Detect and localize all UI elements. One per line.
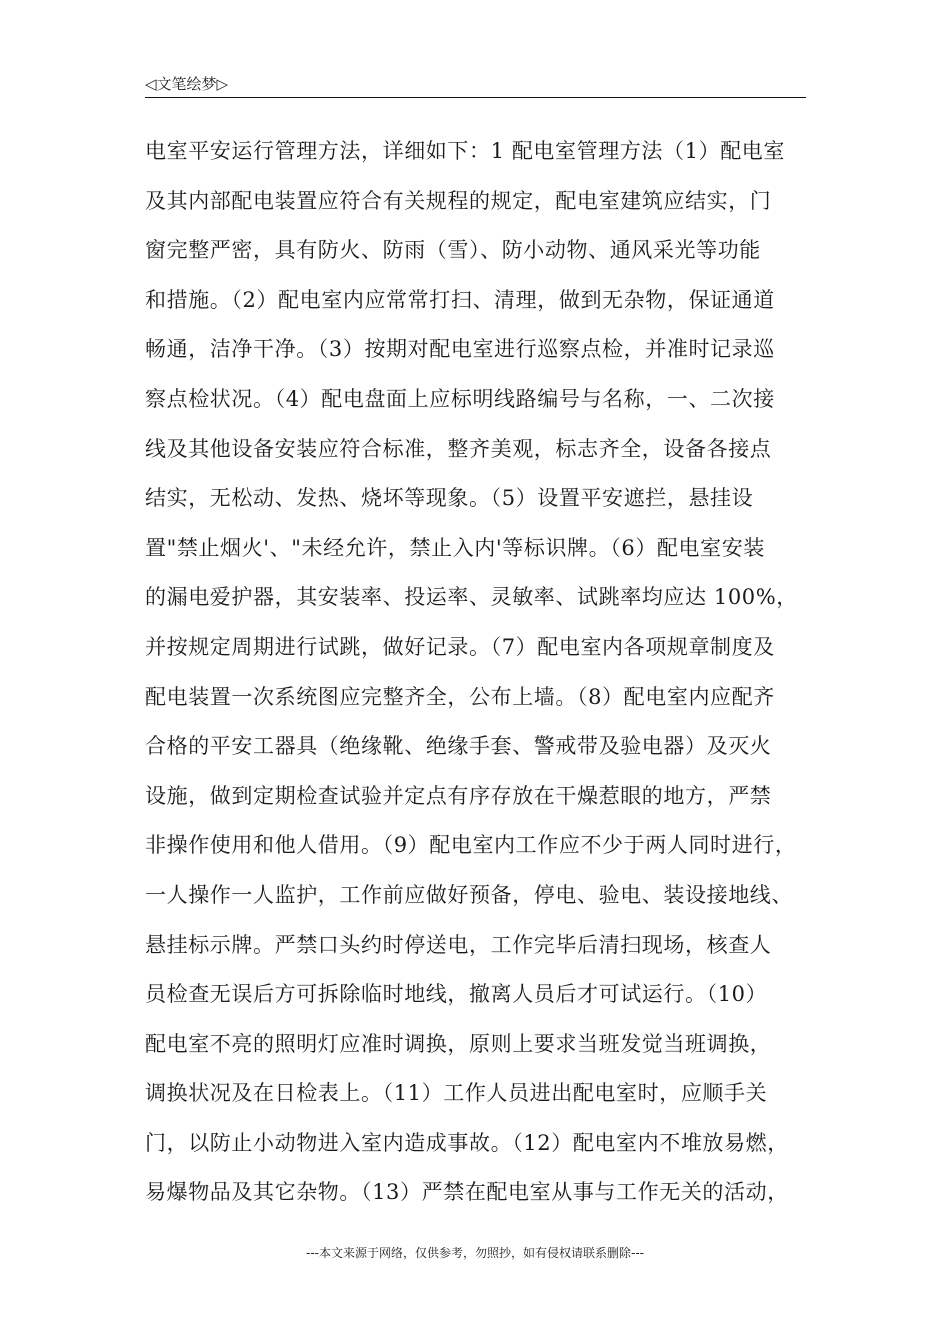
body-line: 一人操作一人监护，工作前应做好预备，停电、验电、装设接地线、 (145, 882, 793, 907)
body-line: 察点检状况。（4）配电盘面上应标明线路编号与名称，一、二次接 (145, 386, 775, 411)
body-line: 门，以防止小动物进入室内造成事故。（12）配电室内不堆放易燃， (145, 1130, 789, 1155)
body-line: 的漏电爱护器，其安装率、投运率、灵敏率、试跳率均应达 100%， (145, 585, 798, 610)
body-line: 易爆物品及其它杂物。（13）严禁在配电室从事与工作无关的活动， (145, 1180, 789, 1205)
page-header: ◁文笔绘梦▷ (145, 75, 229, 93)
body-paragraph (145, 127, 806, 1218)
page-footer: ---本文来源于网络，仅供参考，勿照抄，如有侵权请联系删除--- (306, 1246, 644, 1260)
body-line: 结实，无松动、发热、烧坏等现象。（5）设置平安遮拦，悬挂设 (145, 486, 754, 511)
body-line: 及其内部配电装置应符合有关规程的规定，配电室建筑应结实，门 (145, 188, 772, 213)
header-divider (145, 97, 806, 98)
body-line: 员检查无误后方可拆除临时地线，撤离人员后才可试运行。（10） (145, 982, 768, 1007)
body-line: 合格的平安工器具（绝缘靴、绝缘手套、警戒带及验电器）及灭火 (145, 734, 772, 759)
body-line: 置"禁止烟火'、"未经允许，禁止入内'等标识牌。（6）配电室安装 (145, 535, 765, 560)
body-line: 电室平安运行管理方法，详细如下：1 配电室管理方法（1）配电室 (145, 139, 785, 163)
body-line: 调换状况及在日检表上。（11）工作人员进出配电室时，应顺手关 (145, 1081, 768, 1106)
body-line: 窗完整严密，具有防火、防雨（雪）、防小动物、通风采光等功能 (145, 238, 761, 263)
body-line: 设施，做到定期检查试验并定点有序存放在干燥惹眼的地方，严禁 (145, 783, 772, 808)
body-line: 配电装置一次系统图应完整齐全，公布上墙。（8）配电室内应配齐 (145, 684, 775, 709)
body-line: 畅通，洁净干净。（3）按期对配电室进行巡察点检，并准时记录巡 (145, 337, 775, 362)
body-line: 悬挂标示牌。严禁口头约时停送电，工作完毕后清扫现场，核查人 (145, 932, 772, 957)
body-line: 非操作使用和他人借用。（9）配电室内工作应不少于两人同时进行， (145, 833, 797, 858)
body-line: 配电室不亮的照明灯应准时调换，原则上要求当班发觉当班调换， (145, 1031, 772, 1056)
body-line: 并按规定周期进行试跳，做好记录。（7）配电室内各项规章制度及 (145, 634, 775, 659)
body-line: 和措施。（2）配电室内应常常打扫、清理，做到无杂物，保证通道 (145, 287, 775, 312)
body-line: 线及其他设备安装应符合标准，整齐美观，标志齐全，设备各接点 (145, 436, 772, 461)
